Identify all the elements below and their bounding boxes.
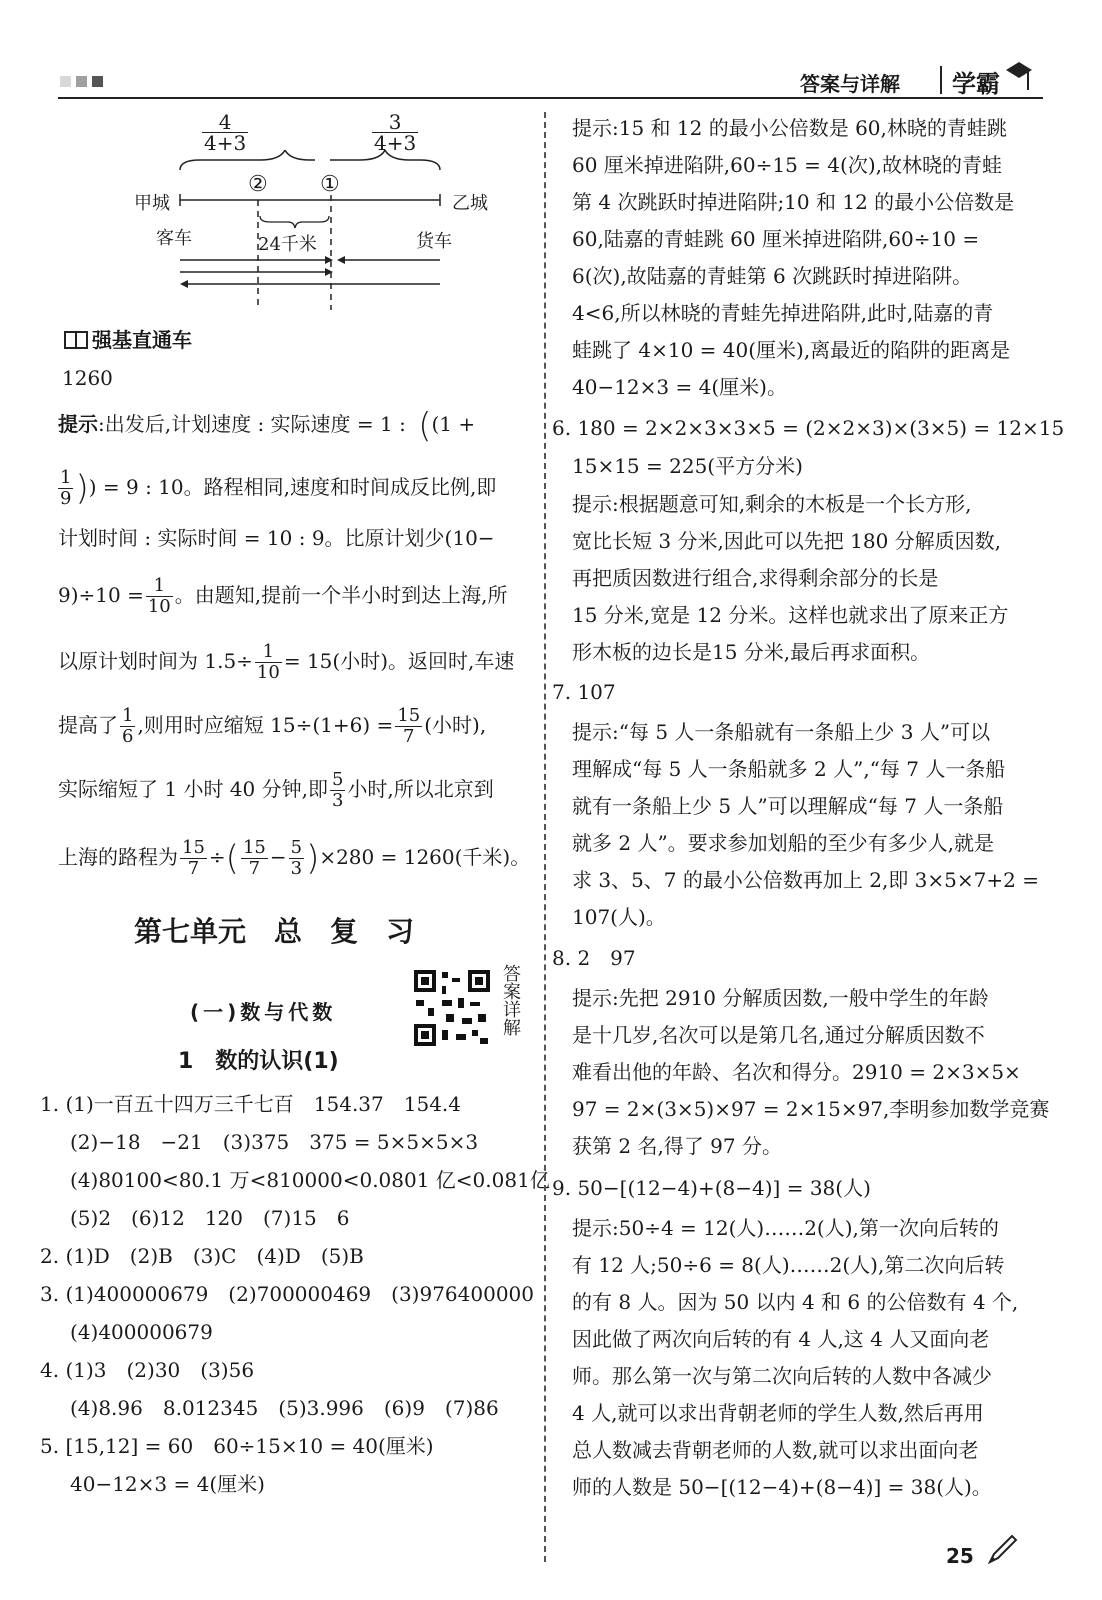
hint-line-3: 计划时间 : 实际时间 = 10 : 9。比原计划少(10− — [58, 526, 495, 550]
header-square-2 — [76, 76, 87, 87]
right-line: 难看出他的年龄、名次和得分。2910 = 2×3×5× — [572, 1060, 1021, 1084]
right-line: 60,陆嘉的青蛙跳 60 厘米掉进陷阱,60÷10 = — [572, 227, 980, 251]
answer-line: 3. (1)400000679 (2)700000469 (3)976400000 — [40, 1282, 534, 1306]
header-square-3 — [92, 76, 103, 87]
gap-label: 24千米 — [258, 234, 317, 255]
answer-line: (4)8.96 8.012345 (5)3.996 (6)9 (7)86 — [70, 1396, 499, 1420]
right-line: 107(人)。 — [572, 905, 666, 929]
right-line: 蛙跳了 4×10 = 40(厘米),离最近的陷阱的距离是 — [572, 338, 1011, 362]
hint-line-8: 上海的路程为 $\frac{15}{7}$ ÷( $\frac{15}{7}$ − $\frac{5}{3}$ )×280 = 1260(千米)。 — [58, 837, 531, 879]
page-number: 25 — [946, 1544, 974, 1568]
answer-line: (4)80100<80.1 万<810000<0.0801 亿<0.081亿 — [70, 1168, 550, 1192]
right-line: 有 12 人;50÷6 = 8(人)……2(人),第二次向后转 — [572, 1253, 1005, 1277]
right-line: 形木板的边长是15 分米,最后再求面积。 — [572, 640, 931, 664]
hint-line-2: $\frac{1}{9}$ )) = 9 : 10。路程相同,速度和时间成反比例,即 — [60, 467, 497, 509]
section-title: 强基直通车 — [92, 328, 192, 352]
right-line: 9. 50−[(12−4)+(8−4)] = 38(人) — [552, 1176, 871, 1200]
header-square-1 — [60, 76, 71, 87]
hint-line-4: 9)÷10 = $\frac{1}{10}$ 。由题知,提前一个半小时到达上海,所 — [58, 575, 508, 617]
marker-2: ② — [248, 172, 268, 197]
right-line: 97 = 2×(3×5)×97 = 2×15×97,李明参加数学竞赛 — [572, 1097, 1050, 1121]
answer-line: 5. [15,12] = 60 60÷15×10 = 40(厘米) — [40, 1434, 434, 1458]
right-line: 4 人,就可以求出背朝老师的学生人数,然后再用 — [572, 1401, 984, 1425]
header-brand: 学霸 — [952, 70, 1000, 98]
right-line: 求 3、5、7 的最小公倍数再加上 2,即 3×5×7+2 = — [572, 868, 1039, 892]
right-line: 总人数减去背朝老师的人数,就可以求出面向老 — [572, 1438, 979, 1462]
city-b-label: 乙城 — [452, 193, 488, 214]
hint-line-1: 提示:出发后,计划速度 : 实际速度 = 1 : ((1 + — [58, 405, 476, 446]
right-line: 15 分米,宽是 12 分米。这样也就求出了原来正方 — [572, 603, 1009, 627]
diagram-frac-left: $\frac{4}{4+3}$ — [204, 110, 247, 155]
qr-label: 答案详解 — [500, 964, 521, 1036]
right-line: 提示:50÷4 = 12(人)……2(人),第一次向后转的 — [572, 1216, 999, 1240]
right-line: 15×15 = 225(平方分米) — [572, 454, 803, 478]
graduation-cap-icon — [1004, 56, 1034, 96]
right-line: 第 4 次跳跃时掉进陷阱;10 和 12 的最小公倍数是 — [572, 190, 1015, 214]
answer-line: (4)400000679 — [70, 1320, 213, 1344]
marker-1: ① — [320, 172, 340, 197]
answer-line: 40−12×3 = 4(厘米) — [70, 1472, 265, 1496]
right-line: 师。那么第一次与第二次向后转的人数中各减少 — [572, 1364, 992, 1388]
right-line: 提示:先把 2910 分解质因数,一般中学生的年龄 — [572, 986, 989, 1010]
right-line: 8. 2 97 — [552, 946, 636, 970]
right-line: 提示:根据题意可知,剩余的木板是一个长方形, — [572, 492, 972, 516]
car-a-label: 客车 — [156, 228, 192, 249]
lesson-title: 1 数的认识(1) — [178, 1049, 339, 1074]
answer-line: 1. (1)一百五十四万三千七百 154.37 154.4 — [40, 1092, 462, 1116]
right-line: 宽比长短 3 分米,因此可以先把 180 分解质因数, — [572, 529, 1002, 553]
right-line: 7. 107 — [552, 680, 616, 704]
hint-line-6: 提高了 $\frac{1}{6}$ ,则用时应缩短 15÷(1+6) = $\frac{15}{7}$ (小时), — [58, 705, 487, 747]
right-line: 再把质因数进行组合,求得剩余部分的长是 — [572, 566, 939, 590]
right-line: 提示:“每 5 人一条船就有一条船上少 3 人”可以 — [572, 720, 991, 744]
answer-line: 2. (1)D (2)B (3)C (4)D (5)B — [40, 1244, 364, 1268]
right-line: 6. 180 = 2×2×3×3×5 = (2×2×3)×(3×5) = 12×15 — [552, 416, 1065, 440]
pencil-icon — [984, 1532, 1020, 1568]
answer-value: 1260 — [62, 366, 113, 390]
sub-title: (一)数与代数 — [190, 1000, 337, 1024]
right-line: 因此做了两次向后转的有 4 人,这 4 人又面向老 — [572, 1327, 990, 1351]
city-a-label: 甲城 — [134, 193, 170, 214]
right-line: 6(次),故陆嘉的青蛙第 6 次跳跃时掉进陷阱。 — [572, 264, 973, 288]
right-line: 的有 8 人。因为 50 以内 4 和 6 的公倍数有 4 个, — [572, 1290, 1019, 1314]
column-divider — [544, 112, 546, 1562]
car-b-label: 货车 — [416, 231, 452, 252]
answer-line: (5)2 (6)12 120 (7)15 6 — [70, 1206, 350, 1230]
right-line: 是十几岁,名次可以是第几名,通过分解质因数不 — [572, 1023, 985, 1047]
right-line: 40−12×3 = 4(厘米)。 — [572, 375, 787, 399]
answer-line: 4. (1)3 (2)30 (3)56 — [40, 1358, 255, 1382]
right-line: 就有一条船上少 5 人”可以理解成“每 7 人一条船 — [572, 794, 1004, 818]
diagram-frac-right: $\frac{3}{4+3}$ — [374, 110, 417, 155]
right-line: 获第 2 名,得了 97 分。 — [572, 1134, 782, 1158]
right-line: 60 厘米掉进陷阱,60÷15 = 4(次),故林晓的青蛙 — [572, 153, 1002, 177]
header-divider — [940, 66, 942, 94]
right-line: 师的人数是 50−[(12−4)+(8−4)] = 38(人)。 — [572, 1475, 992, 1499]
book-icon — [64, 330, 88, 350]
right-line: 理解成“每 5 人一条船就多 2 人”,“每 7 人一条船 — [572, 757, 1006, 781]
hint-line-5: 以原计划时间为 1.5÷ $\frac{1}{10}$ = 15(小时)。返回时,车速 — [58, 641, 515, 683]
hint-line-7: 实际缩短了 1 小时 40 分钟,即 $\frac{5}{3}$ 小时,所以北京到 — [58, 769, 494, 811]
right-line: 提示:15 和 12 的最小公倍数是 60,林晓的青蛙跳 — [572, 116, 1007, 140]
right-line: 4<6,所以林晓的青蛙先掉进陷阱,此时,陆嘉的青 — [572, 301, 994, 325]
qr-code[interactable] — [412, 968, 492, 1048]
answer-line: (2)−18 −21 (3)375 375 = 5×5×5×3 — [70, 1130, 479, 1154]
right-line: 就多 2 人”。要求参加划船的至少有多少人,就是 — [572, 831, 995, 855]
header-title: 答案与详解 — [800, 72, 900, 96]
header-rule — [58, 97, 1043, 99]
unit-title: 第七单元 总 复 习 — [134, 915, 415, 948]
